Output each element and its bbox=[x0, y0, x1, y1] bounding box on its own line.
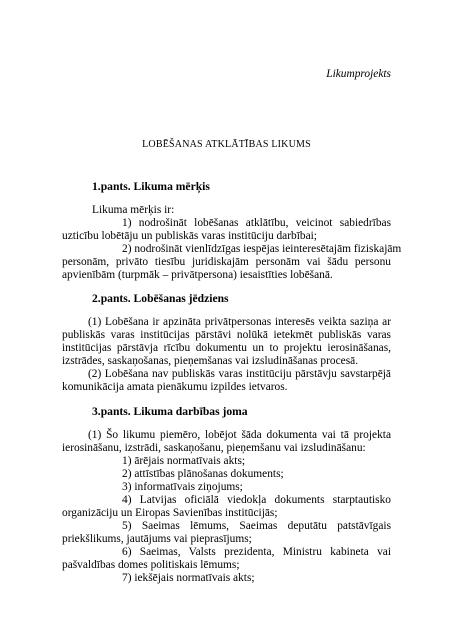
section-3-line-4: 2) attīstības plānošanas dokuments; bbox=[122, 468, 284, 480]
section-1-line-5: personām, privāto tiesību juridiskajām personām vai šādu personu bbox=[62, 256, 391, 268]
section-2-line-5: (2) Lobēšana nav publiskās varas institūciju pārstāvju savstarpējā bbox=[88, 368, 391, 380]
section-3-line-11: pašvaldības domes politiskais lēmums; bbox=[62, 559, 240, 571]
section-1-line-1: Likuma mērķis ir: bbox=[92, 204, 175, 216]
section-3-line-9: priekšlikums, jautājums vai pieprasījums; bbox=[62, 533, 252, 545]
section-1-line-6: apvienībām (turpmāk – privātpersona) iesaistīties lobēšanā. bbox=[62, 269, 333, 281]
section-3-line-10: 6) Saeimas, Valsts prezidenta, Ministru kabineta vai bbox=[122, 546, 391, 558]
document-title: LOBĒŠANAS ATKLĀTĪBAS LIKUMS bbox=[142, 139, 311, 150]
section-2-line-1: (1) Lobēšana ir apzināta privātpersonas interesēs veikta saziņa ar bbox=[88, 316, 391, 328]
section-3-line-8: 5) Saeimas lēmums, Saeimas deputātu patstāvīgais bbox=[122, 520, 391, 532]
section-1-line-3: uzticību lobētāju un publiskās varas institūciju darbībai; bbox=[62, 230, 317, 242]
section-2-line-2: publiskās varas institūcijas pārstāvi nolūkā ietekmēt publiskās varas bbox=[62, 329, 391, 341]
section-1-line-4: 2) nodrošināt vienlīdzīgas iespējas ieinteresētajām fiziskajām bbox=[122, 243, 402, 255]
section-3-heading: 3.pants. Likuma darbības joma bbox=[92, 405, 248, 418]
document-label: Likumprojekts bbox=[326, 68, 391, 80]
section-1-heading: 1.pants. Likuma mērķis bbox=[92, 180, 210, 193]
section-3-line-6: 4) Latvijas oficiālā viedokļa dokuments starptautisko bbox=[122, 494, 391, 506]
section-2-line-4: izstrādes, saskaņošanas, pieņemšanas vai izsludināšanas procesā. bbox=[62, 355, 359, 367]
section-3-line-7: organizāciju un Eiropas Savienības institūcijās; bbox=[62, 507, 278, 519]
section-3-line-1: (1) Šo likumu piemēro, lobējot šāda dokumenta vai tā projekta bbox=[88, 429, 391, 441]
section-2-line-3: institūcijas pārstāvja rīcību dokumentu un to projektu ierosināšanas, bbox=[62, 342, 391, 354]
section-3-line-3: 1) ārējais normatīvais akts; bbox=[122, 455, 246, 467]
section-1-line-2: 1) nodrošināt lobēšanas atklātību, veicinot sabiedrības bbox=[122, 217, 391, 229]
section-3-line-2: ierosināšanu, izstrādi, saskaņošanu, pieņemšanu vai izsludināšanu: bbox=[62, 442, 366, 454]
section-3-line-12: 7) iekšējais normatīvais akts; bbox=[122, 572, 255, 584]
section-3-line-5: 3) informatīvais ziņojums; bbox=[122, 481, 243, 493]
section-2-heading: 2.pants. Lobēšanas jēdziens bbox=[92, 292, 229, 305]
section-2-line-6: komunikācija amata pienākumu izpildes ietvaros. bbox=[62, 381, 288, 393]
